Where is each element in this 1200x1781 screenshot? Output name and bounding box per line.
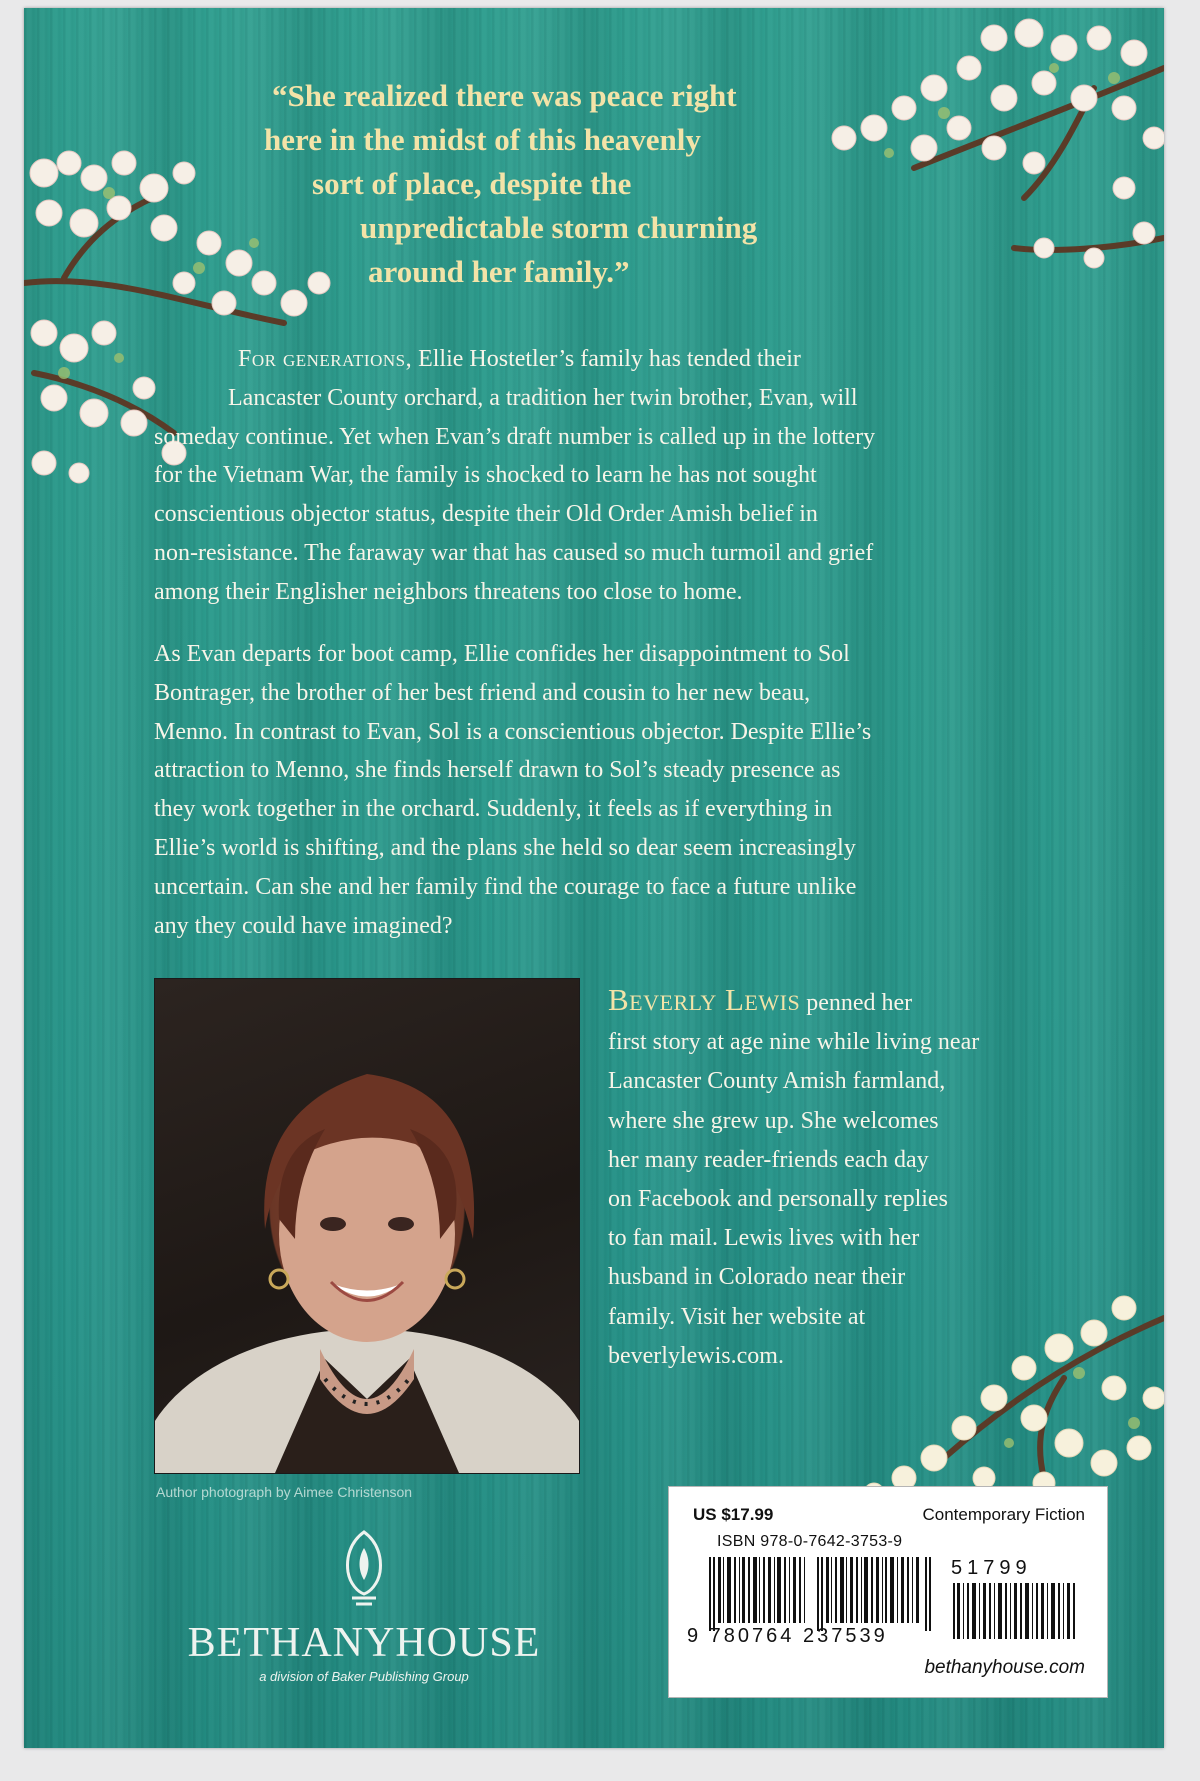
author-bio-line: husband in Colorado near their [608,1264,906,1291]
author-bio-line: her many reader-friends each day [608,1146,929,1173]
author-photo [154,978,580,1474]
author-bio-line: family. Visit her website at [608,1303,866,1330]
author-bio [608,980,979,1376]
synopsis-line: Bontrager, the brother of her best friend and cousin to her new beau, [154,679,811,706]
synopsis-line: any they could have imagined? [154,912,453,939]
author-bio-line: first story at age nine while living near [608,1029,980,1056]
synopsis-paragraph-2 [154,635,871,945]
quote-line: here in the midst of this heavenly [264,122,701,157]
quote-line: around her family.” [368,254,630,289]
synopsis-lead-in: For generations, [238,346,413,372]
synopsis-first-line [238,340,875,379]
synopsis-line: non-resistance. The faraway war that has caused so much turmoil and grief [154,539,874,566]
price-addon-digits: 51799 [951,1557,1032,1579]
barcode-label [668,1486,1108,1698]
synopsis-line: Ellie’s world is shifting, and the plans she held so dear seem increasingly [154,834,856,861]
quote-line: “She realized there was peace right [272,78,737,113]
pull-quote [264,74,892,294]
synopsis-line: attraction to Menno, she finds herself drawn to Sol’s steady presence as [154,757,841,784]
synopsis-line: among their Englisher neighbors threatens too close to home. [154,578,743,605]
isbn-barcode [709,1557,935,1631]
barcode-digits: 9 780764 237539 [687,1625,888,1647]
author-bio-first-line [608,980,979,1023]
photo-credit: Author photograph by Aimee Christenson [156,1484,413,1500]
synopsis-line: someday continue. Yet when Evan’s draft number is called up in the lottery [154,423,876,450]
synopsis-line: uncertain. Can she and her family find the courage to face a future unlike [154,873,857,900]
synopsis-line: Lancaster County orchard, a tradition her twin brother, Evan, will [228,384,858,411]
book-back-cover [24,8,1164,1748]
quote-line: unpredictable storm churning [360,210,758,245]
author-portrait-illustration [155,979,579,1473]
isbn: ISBN 978-0-7642-3753-9 [717,1533,903,1550]
synopsis-line: Menno. In contrast to Evan, Sol is a conscientious objector. Despite Ellie’s [154,718,872,745]
author-bio-line: to fan mail. Lewis lives with her [608,1225,920,1252]
author-bio-line: on Facebook and personally replies [608,1186,948,1213]
genre-category: Contemporary Fiction [922,1505,1085,1524]
author-bio-line: Lancaster County Amish farmland, [608,1068,946,1095]
author-bio-first-rest: penned her [800,990,913,1016]
publisher-division: a division of Baker Publishing Group [259,1669,469,1684]
publisher-name: BETHANYHOUSE [187,1620,541,1666]
synopsis-paragraph-1 [154,340,875,612]
publisher-website: bethanyhouse.com [924,1657,1085,1678]
author-bio-line: beverlylewis.com. [608,1342,784,1369]
synopsis-line: conscientious objector status, despite their Old Order Amish belief in [154,501,818,528]
synopsis-first-line-rest: Ellie Hostetler’s family has tended their [412,346,801,372]
price-addon-barcode [953,1583,1079,1639]
author-name: Beverly Lewis [608,982,801,1017]
synopsis-line: for the Vietnam War, the family is shocked to learn he has not sought [154,462,817,489]
synopsis-line: As Evan departs for boot camp, Ellie confides her disappointment to Sol [154,641,850,667]
lamp-logo-icon [334,1528,394,1608]
publisher-logo [154,1528,574,1684]
price: US $17.99 [693,1505,774,1524]
author-bio-line: where she grew up. She welcomes [608,1107,939,1134]
quote-line: sort of place, despite the [312,166,632,201]
synopsis-line: they work together in the orchard. Suddenly, it feels as if everything in [154,796,833,823]
